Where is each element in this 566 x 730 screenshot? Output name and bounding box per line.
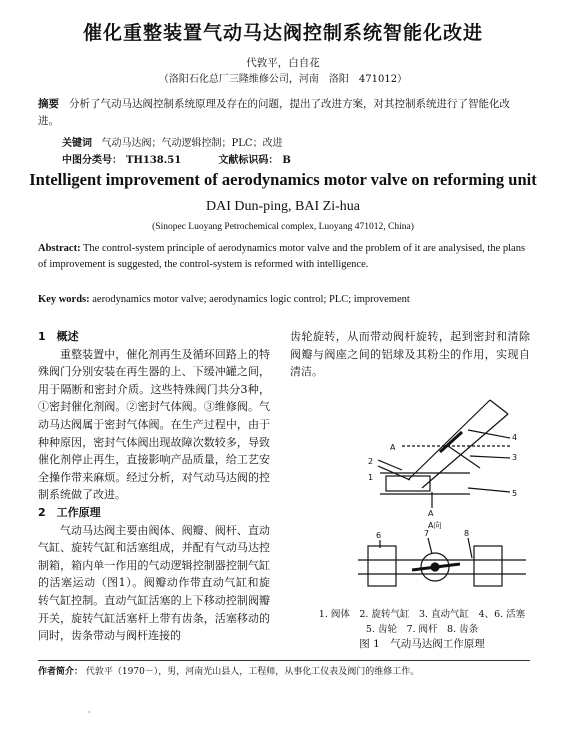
right-column: [290, 328, 530, 381]
valve-diagram: [350, 388, 535, 620]
doc-code-value: B: [282, 155, 291, 166]
figure-caption: 图 1 气动马达阀工作原理: [359, 638, 485, 650]
english-title: Intelligent improvement of aerodynamics motor valve on reforming unit: [29, 170, 537, 189]
class-label: 中图分类号：: [62, 155, 122, 166]
left-column: [38, 328, 270, 645]
author-footnote: [38, 664, 538, 677]
footnote-label: 作者简介：: [38, 667, 84, 677]
section-1-text: 重整装置中，催化剂再生及循环回路上的特殊阀门分别安装在再生器的上、下缓冲罐之间，用于隔断和密封介质。这些特殊阀门共分3种，①密封催化剂阀。②密封气体阀。③维修阀。气动马达阀属于密封气体阀。在生产过程中，由于种种原因，密封气体阀出现故障次数较多，导致催化剂停止再生，直接影响产品质量，给工艺安全操作带来麻烦。经过分析，对气动马达阀的控制系统做了改进。: [38, 347, 270, 502]
piston-rod: [440, 432, 462, 452]
cylinder-bracket: [448, 446, 480, 468]
section-1-heading: 1 概述: [38, 330, 79, 343]
keywords-en-label: Key words:: [38, 294, 90, 305]
label-1: 1: [368, 473, 374, 482]
keywords-en: [38, 294, 530, 305]
english-affiliation: (Sinopec Luoyang Petrochemical complex, Luoyang 471012, China): [152, 222, 414, 232]
label-4: 4: [512, 433, 518, 442]
label-A-left: A: [390, 443, 396, 452]
leader-5: [468, 488, 510, 492]
authors: 代敦平，白自花: [246, 57, 320, 69]
keywords-cn: [62, 134, 283, 149]
abstract-cn-text: 分析了气动马达阀控制系统原理及存在的问题，提出了改进方案，对其控制系统进行了智能化改进。: [38, 98, 511, 127]
leader-7: [428, 538, 432, 554]
abstract-en: [38, 241, 530, 273]
doc-code-label: 文献标识码：: [218, 155, 279, 166]
leader-4: [468, 430, 510, 438]
view-A-label: A向: [428, 521, 442, 530]
footnote-text: 代敦平（1970－），男，河南光山县人，工程师，从事化工仪表及阀门的维修工作。: [85, 667, 420, 677]
abstract-en-label: Abstract:: [38, 243, 81, 254]
cylinder-cap: [490, 400, 508, 414]
section-2-heading: 2 工作原理: [38, 505, 101, 519]
affiliation: （洛阳石化总厂三隆维修公司，河南 洛阳 471012）: [158, 74, 408, 85]
class-value: TH138.51: [126, 155, 182, 166]
keywords-cn-label: 关键词: [62, 138, 92, 149]
label-5: 5: [512, 489, 518, 498]
label-6: 6: [376, 531, 382, 540]
section-2-text: 气动马达阀主要由阀体、阀瓣、阀杆、直动气缸、旋转气缸和活塞组成，并配有气动马达控制箱，箱内单一作用的气动逻辑控制器控制气缸的活塞运动（图1）。阀瓣动作带直动气缸和旋转气缸控制。直动气缸活塞的上下移动控制阀瓣开关，旋转气缸活塞杆上带有齿条，活塞移动的同时，齿条带动与阀杆连接的: [38, 523, 270, 643]
keywords-cn-text: 气动马达阀；气动逻辑控制；PLC；改进: [101, 138, 283, 149]
valve-body-top: [386, 476, 430, 491]
leader-8: [468, 538, 472, 558]
keywords-en-text: aerodynamics motor valve; aerodynamics logic control; PLC; improvement: [92, 294, 410, 305]
figure-legend-line-1: 1. 阀体 2. 旋转气缸 3. 直动气缸 4、6. 活塞: [318, 609, 526, 620]
abstract-cn: [38, 96, 530, 130]
piston-left: [368, 546, 396, 586]
paper-title: 催化重整装置气动马达阀控制系统智能化改进: [82, 22, 483, 44]
right-column-text: 齿轮旋转，从而带动阀杆旋转，起到密封和清除阀瓣与阀座之间的铝球及其粉尘的作用，实现自清洁。: [290, 330, 530, 379]
leader-2: [378, 460, 402, 470]
english-authors: DAI Dun-ping, BAI Zi-hua: [206, 199, 360, 214]
leader-3: [470, 456, 510, 458]
label-7: 7: [424, 529, 430, 538]
page-mark: ·: [88, 708, 91, 717]
abstract-en-text: The control-system principle of aerodynamics motor valve and the problem of it are analysised, the plans of improvement is suggested, the control-system is reformed with intelligence.: [38, 243, 526, 270]
label-2: 2: [368, 457, 374, 466]
classification-line: [62, 151, 325, 166]
footnote-divider: [38, 660, 530, 661]
piston-right: [474, 546, 502, 586]
figure-legend-line-2: 5. 齿轮 7. 阀杆 8. 齿条: [365, 624, 479, 635]
abstract-cn-label: 摘要: [38, 98, 59, 110]
label-3: 3: [512, 453, 518, 462]
label-A-bottom: A: [428, 509, 434, 518]
label-8: 8: [464, 529, 470, 538]
